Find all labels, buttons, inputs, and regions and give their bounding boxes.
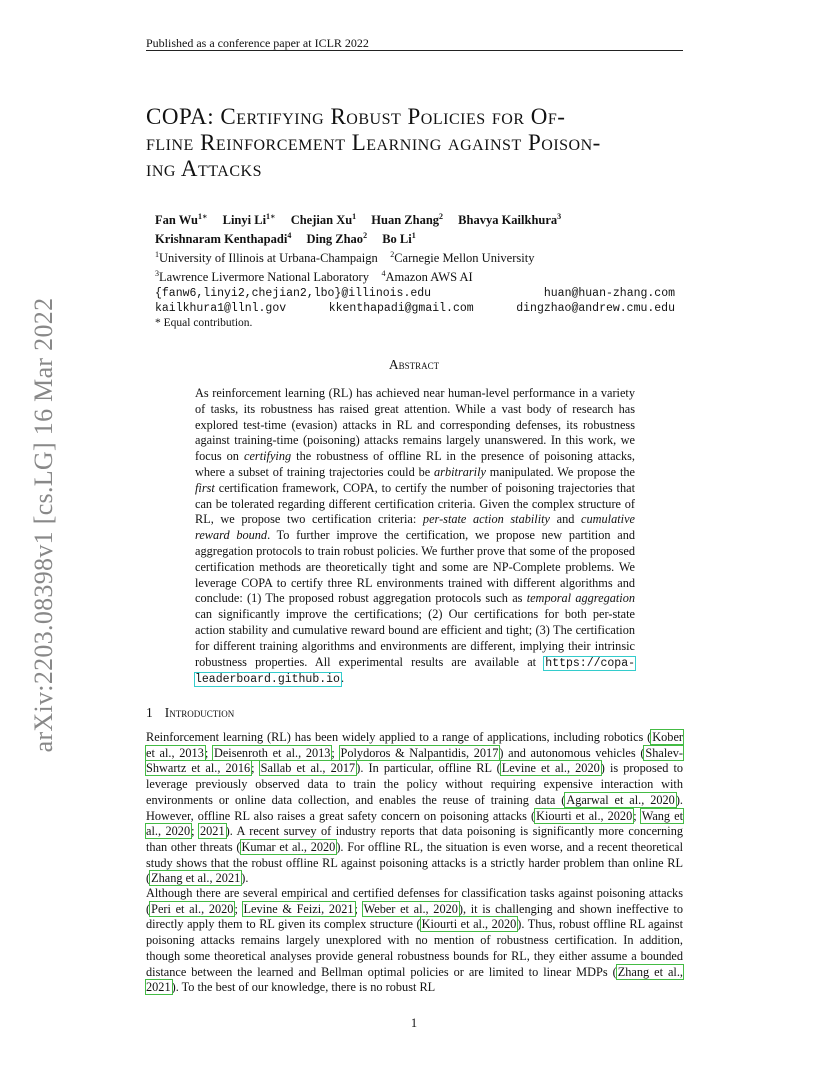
- citation-link[interactable]: Levine & Feizi, 2021: [243, 901, 354, 916]
- header-venue: Published as a conference paper at ICLR 2022: [146, 36, 369, 50]
- abstract-body: As reinforcement learning (RL) has achieved near human-level performance in a variety of tasks, its robustness has raised great attention. While a vast body of research has explored test-time (evasion) attacks in RL and corresponding defenses, its robustness against training-time (poisoning) attacks remains largely unanswered. In this work, we focus on certifying the robustness of offline RL in the presence of poisoning attacks, where a subset of training trajectories could be arbitrarily manipulated. We propose the first certification framework, COPA, to certify the number of poisoning trajectories that can be tolerated regarding different certification criteria. Given the complex structure of RL, we propose two certification criteria: per-state action stability and cumulative reward bound. To further improve the certification, we propose new partition and aggregation protocols to train robust policies. We further prove that some of the proposed certification methods are theoretically tight and some are NP-Complete problems. We leverage COPA to certify three RL environments trained with different algorithms and conclude: (1) The proposed robust aggregation protocols such as temporal aggregation can significantly improve the certifications; (2) Our certifications for both per-state action stability and cumulative reward bound are efficient and tight; (3) The certification for different training algorithms and environments are different, implying their intrinsic robustness properties. All experimental results are available at https://copa-leaderboard.github.io.: [195, 386, 636, 687]
- author: Huan Zhang$^2$: [371, 212, 444, 228]
- email[interactable]: kailkhura1@llnl.gov: [155, 301, 287, 315]
- leaderboard-link[interactable]: https://copa-leaderboard.github.io: [195, 656, 635, 687]
- email[interactable]: kkenthapadi@gmail.com: [328, 301, 474, 315]
- abstract-heading: Abstract: [388, 357, 440, 372]
- intro-paragraph-2: Although there are several empirical and certified defenses for classification tasks against poisoning attacks (Peri et al., 2020; Levine & Feizi, 2021; Weber et al., 2020), it is challenging and shown ineffective to directly apply them to RL given its complex structure (Kiourti et al., 2020). Thus, robust offline RL against poisoning attacks remains largely unexplored with no mention of robustness certification. In addition, though some theoretical analyses provide general robustness bounds for RL, they either assume a bounded distance between the learned and Bellman optimal policies or are limited to linear MDPs (Zhang et al., 2021). To the best of our knowledge, there is no robust RL: [146, 886, 683, 995]
- affiliation-cmu: Carnegie Mellon University: [394, 251, 535, 266]
- author: Ding Zhao$^2$: [306, 231, 368, 247]
- author: Linyi $Li^{1∗}$: [222, 212, 276, 228]
- intro-paragraph-1: Reinforcement learning (RL) has been widely applied to a range of applications, including robotics (Kober et al., 2013; Deisenroth et al., 2013; Polydoros & Nalpantidis, 2017) and autonomous vehicles (Shalev-Shwartz et al., 2016; Sallab et al., 2017). In particular, offline RL (Levine et al., 2020) is proposed to leverage previously observed data to train the policy without requiring expensive interaction with environments or online data collection, and enables the reuse of training data (Agarwal et al., 2020). However, offline RL also raises a great safety concern on poisoning attacks (Kiourti et al., 2020; Wang et al., 2020; 2021). A recent survey of industry reports that data poisoning is significantly more concerning than other threats (Kumar et al., 2020). For offline RL, the situation is even worse, and a recent theoretical study shows that the robust offline RL against poisoning attacks is a strictly harder problem than online RL (Zhang et al., 2021).: [146, 730, 684, 886]
- email[interactable]: {fanw6,linyi2,chejian2,lbo}@illinois.edu: [155, 286, 432, 300]
- citation-link[interactable]: Zhang et al., 2021: [146, 964, 683, 995]
- author: Bo Li$^1$: [382, 231, 416, 247]
- title-line-3: ing Attacks: [146, 156, 262, 181]
- citation-link[interactable]: Kober et al., 2013: [146, 730, 683, 760]
- author-row-1: [155, 209, 695, 228]
- affiliation-row-2: $^3$Lawrence Livermore National Laboratory $^4$Amazon AWS AI: [155, 269, 473, 285]
- equal-contribution-note: * Equal contribution.: [155, 316, 253, 329]
- author: Chejian Xu$^1$: [290, 212, 357, 228]
- citation-link[interactable]: Shalev-Shwartz et al., 2016: [146, 745, 683, 776]
- citation-link[interactable]: Agarwal et al., 2020: [566, 792, 675, 807]
- author: Fan $Wu^{1∗}$: [155, 212, 208, 228]
- citation-link[interactable]: Weber et al., 2020: [363, 901, 458, 916]
- citation-link[interactable]: Polydoros & Nalpantidis, 2017: [340, 745, 499, 760]
- email[interactable]: dingzhao@andrew.cmu.edu: [516, 301, 675, 315]
- citation-link[interactable]: Peri et al., 2020: [151, 901, 234, 916]
- author-block: [155, 209, 695, 331]
- citation-link[interactable]: Deisenroth et al., 2013: [213, 745, 331, 760]
- email[interactable]: huan@huan-zhang.com: [543, 286, 675, 300]
- page-number: 1: [410, 1016, 418, 1030]
- author-row-2: [155, 228, 695, 247]
- citation-link[interactable]: Kumar et al., 2020: [241, 839, 336, 854]
- citation-link[interactable]: Levine et al., 2020: [501, 761, 600, 776]
- section-number: 1: [146, 705, 153, 720]
- email-row-1: [155, 286, 675, 301]
- citation-link[interactable]: 2021: [200, 824, 225, 839]
- paper-title: [146, 104, 686, 182]
- affiliation-row-1: $^1$University of Illinois at Urbana-Champaign $^2$Carnegie Mellon University: [155, 250, 535, 266]
- author: Bhavya Kailkhura$^3$: [458, 212, 562, 228]
- citation-link[interactable]: Zhang et al., 2021: [151, 871, 241, 886]
- citation-link[interactable]: Sallab et al., 2017: [260, 761, 356, 776]
- citation-link[interactable]: Kiourti et al., 2020: [421, 917, 517, 932]
- title-line-1: COPA: Certifying Robust Policies for Of-: [146, 104, 566, 129]
- affiliation-amazon: Amazon AWS AI: [385, 270, 473, 285]
- arxiv-id[interactable]: arXiv:2203.08398v1 [cs.LG] 16 Mar 2022: [29, 297, 58, 753]
- title-line-2: fline Reinforcement Learning against Poison-: [146, 130, 601, 155]
- citation-link[interactable]: Kiourti et al., 2020: [536, 808, 633, 823]
- header-rule: [146, 50, 683, 51]
- author: Krishnaram Kenthapadi$^4$: [155, 231, 292, 247]
- affiliation-uiuc: University of Illinois at Urbana-Champaign: [159, 251, 378, 266]
- email-row-2: [155, 301, 675, 316]
- citation-link[interactable]: Wang et al., 2020: [146, 808, 683, 839]
- section-heading-introduction: [146, 705, 234, 721]
- affiliation-llnl: Lawrence Livermore National Laboratory: [159, 270, 369, 285]
- section-title: Introduction: [164, 705, 235, 720]
